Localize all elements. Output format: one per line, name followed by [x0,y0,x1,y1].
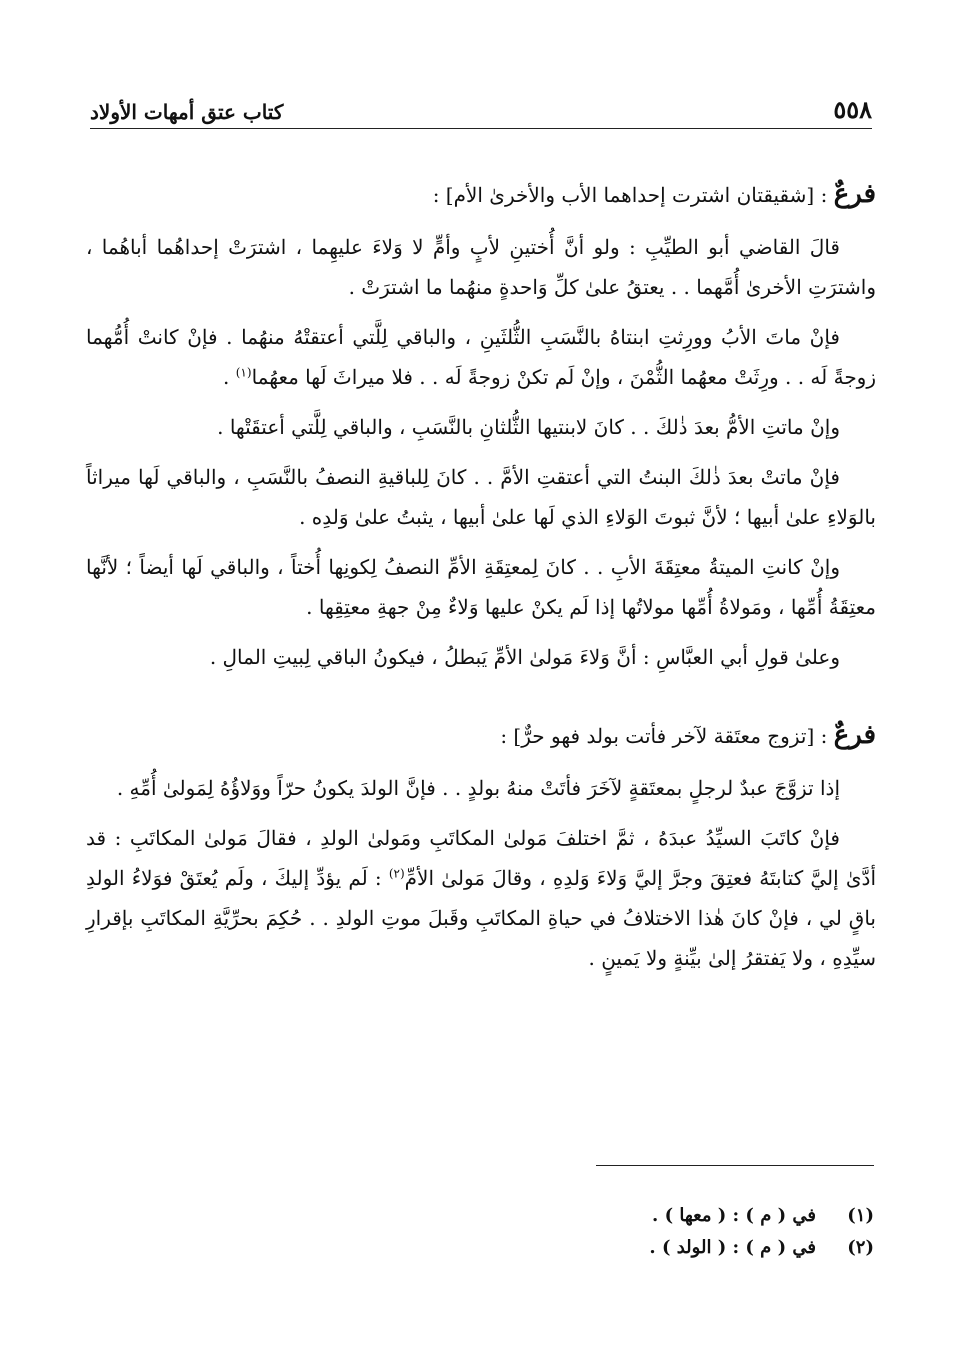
section-1 [86,176,876,677]
section-title: : [تزوج معتَقة لآخر فأتت بولد فهو حرٌّ] : [500,724,828,748]
section-heading [86,176,876,213]
paragraph: فإنْ ماتتْ بعدَ ذٰلكَ البنتُ التي أعتقتِ الأمَّ . . كانَ لِلباقيةِ النصفُ بالنَّسَبِ ، والباقي لَها ميراثاً بالوَلاءِ علىٰ أبيها ؛ لأنَّ ثبوتَ الوَلاءِ الذي لَها علىٰ أبيها ، يثبتُ علىٰ وَلدِه . [86,465,876,529]
section-2 [86,717,876,978]
section-label: فرعٌ [833,179,876,209]
paragraph: وعلىٰ قولِ أبي العبَّاسِ : أنَّ وَلاءَ مَولىٰ الأمِّ يَبطلُ ، فيكونُ الباقي لِبيتِ المالِ . [209,645,840,669]
book-title: كتاب عتق أمهات الأولاد [90,100,284,124]
paragraph: إذا تزوَّجَ عبدٌ لرجلٍ بمعتَقةٍ لآخَرَ فأتَتْ منهُ بولدٍ . . فإنَّ الولدَ يكونُ حرّاً ووَلاؤُهُ لِمَولىٰ أُمِّهِ . [116,776,840,800]
section-heading [86,717,876,754]
paragraph: وإنْ ماتتِ الأمُّ بعدَ ذٰلكَ . . كانَ لابنتيها الثُّلثانِ بالنَّسَبِ ، والباقي لِلَّتي أعتقَتْها . [217,415,840,439]
footnote-ref: (٢) [388,866,405,881]
footnote-text: في ( م ) : ( الولد ) . [649,1237,816,1258]
paragraph: فإنْ ماتَ الأبُ وورِثتِ ابنتاهُ بالنَّسَبِ الثُّلثَينِ ، والباقي لِلَّتي أعتقتْهُ منهُما . فإنْ كانتْ أُمُّهما زوجةً لَه . . ورِثَتْ معهُما الثُّمْنَ ، وإنْ لَم تكنْ زوجةً لَه . . فلا ميراثَ لَها معهُما$^{(١)}$ . [86,325,876,389]
paragraph: قالَ القاضي أبو الطيِّبِ : ولو أنَّ أُختينِ لأبٍ وأمٍّ لا وَلاءَ عليهِما ، اشترَتْ إحداهُما أباهُما ، واشترَتِ الأخرىٰ أُمَّهما . . يعتقُ علىٰ كلِّ وَاحدةٍ منهُما ما اشترَتْ . [86,235,876,299]
section-title: : [شقيقتان اشترت إحداهما الأب والأخرىٰ الأم] : [432,183,828,207]
paragraph: فإنْ كاتَبَ السيِّدُ عبدَهُ ، ثمَّ اختلفَ مَولىٰ المكاتَبِ ومَولىٰ الولدِ ، فقالَ مَولىٰ المكاتَبِ : قد أدَّىٰ إليَّ كتابتَهُ فعتِقَ وجرَّ إليَّ وَلاءَ وَلدِهِ ، وقالَ مَولىٰ الأمِّ$^{(٢)}$ : لَم يؤدِّ إليكَ ، ولَم يُعتَقْ فوَلاءُ الولدِ باقٍ لي ، فإنْ كانَ هٰذا الاختلافُ في حياةِ المكاتَبِ وقَبلَ موتِ الولدِ . . حُكِمَ بحرِّيَّةِ المكاتَبِ بإقرارِ سيِّدِهِ ، ولا يَفتقرُ إلىٰ بيِّنةٍ ولا يَمينٍ . [86,826,877,970]
footnote-number: (١) [847,1205,874,1226]
paragraph: وإنْ كانتِ الميتةُ معتِقَةَ الأبِ . . كانَ لِمعتِقَةِ الأمِّ النصفُ لِكونِها أُختاً ، والباقي لَها أيضاً ؛ لأنَّها معتِقَةُ أُمِّها ، ومَولاةُ أُمِّها مولاتُها إذا لَم يكنْ عليها وَلاءٌ مِنْ جهةِ معتِقِها . [86,555,876,619]
section-label: فرعٌ [833,720,876,750]
running-header [90,84,872,129]
footnote-text: في ( م ) : ( معها ) . [652,1205,816,1226]
footnote-ref: (١) [235,365,252,380]
footnote [88,1232,874,1264]
footnote-number: (٢) [847,1237,874,1258]
page-body [86,168,876,988]
footnotes [88,1200,874,1264]
page-number: ٥٥٨ [833,95,872,124]
footnote [88,1200,874,1232]
footnote-divider [596,1165,874,1166]
